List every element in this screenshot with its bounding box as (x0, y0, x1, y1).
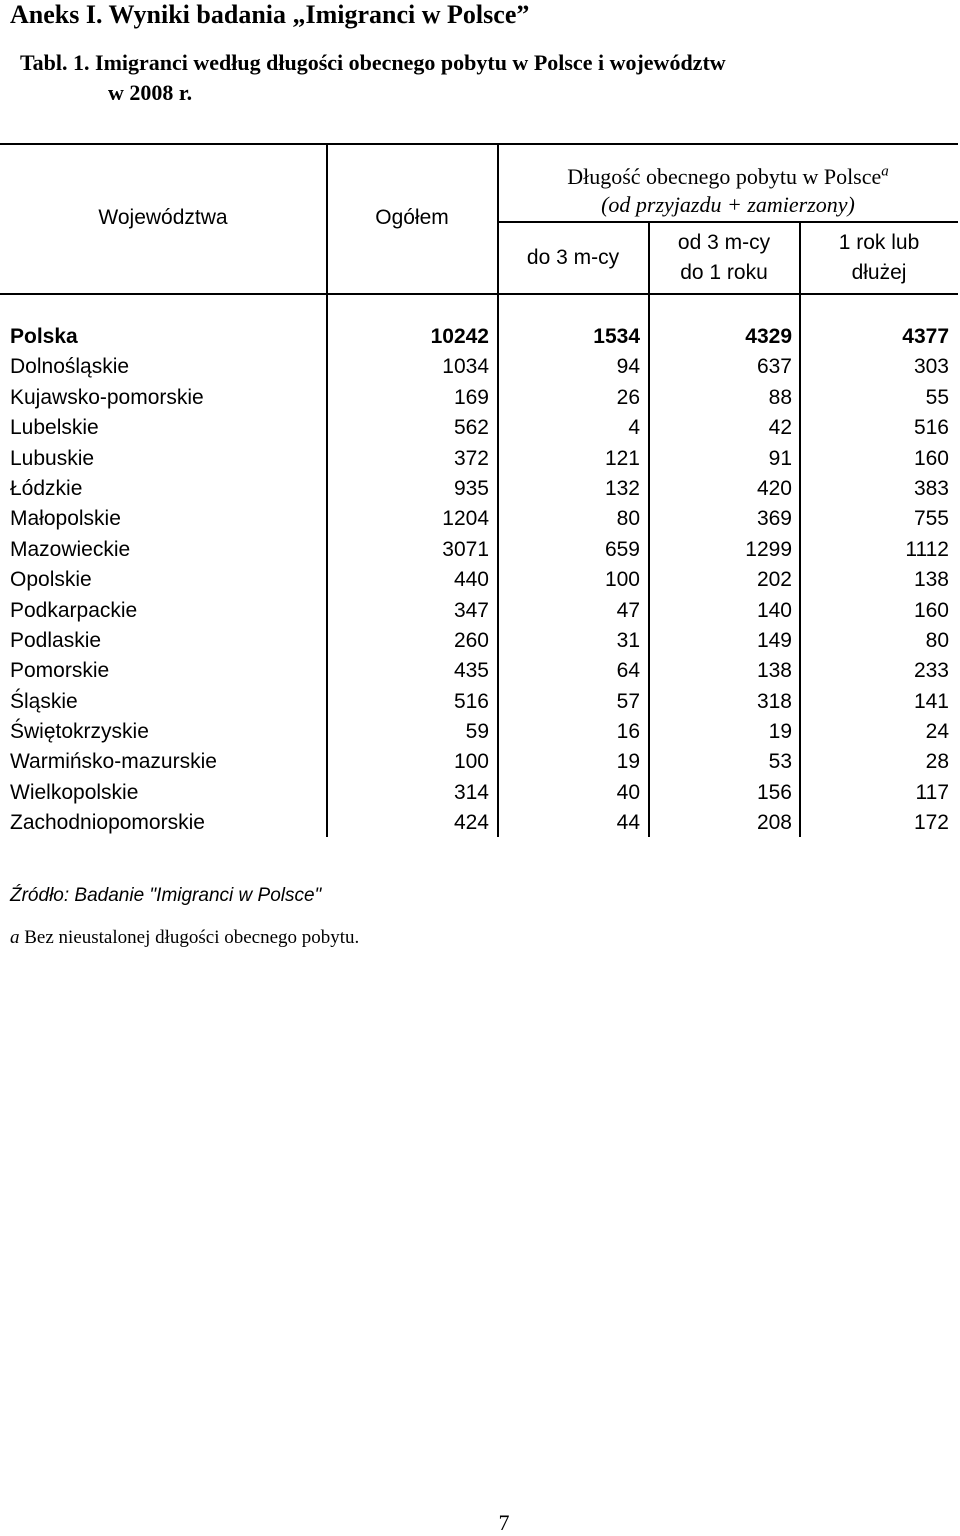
page-heading: Aneks I. Wyniki badania „Imigranci w Polsce” (10, 0, 530, 29)
col-c-cell: 516 (913, 416, 949, 440)
table-body (0, 322, 960, 839)
total-cell: 440 (453, 568, 489, 592)
region-name-cell: Świętokrzyskie (10, 720, 149, 744)
col-a-cell: 659 (604, 537, 640, 561)
table-caption-line1: Tabl. 1. Imigranci według długości obecnego pobytu w Polsce i województw (20, 50, 726, 75)
total-cell: 1034 (442, 355, 489, 379)
region-name-cell: Podkarpackie (10, 598, 138, 622)
header-col-b-line1: od 3 m-cy (677, 231, 771, 254)
col-c-cell: 233 (913, 659, 949, 683)
total-cell: 100 (453, 750, 489, 774)
col-c-cell: 117 (915, 780, 949, 804)
header-footnote-mark: a (881, 163, 889, 180)
header-region: Województwa (98, 206, 228, 229)
table-row (0, 383, 960, 413)
col-a-cell: 94 (616, 355, 640, 379)
region-name-cell: Zachodniopomorskie (10, 811, 205, 835)
region-name-cell: Małopolskie (10, 507, 121, 531)
col-c-cell: 24 (925, 720, 949, 744)
header-col-b-line2: do 1 roku (680, 261, 768, 284)
col-b-cell: 138 (756, 659, 792, 683)
col-b-cell: 88 (768, 385, 792, 409)
col-a-cell: 80 (616, 507, 640, 531)
footnote-a-text: Bez nieustalonej długości obecnego pobytu. (19, 927, 360, 948)
region-name-cell: Lubelskie (10, 416, 99, 440)
table-row (0, 717, 960, 747)
table-row (0, 413, 960, 443)
col-c-cell: 172 (913, 811, 949, 835)
table-row (0, 747, 960, 777)
col-c-cell: 1112 (905, 537, 949, 561)
col-b-cell: 91 (768, 446, 792, 470)
region-name-cell: Dolnośląskie (10, 355, 130, 379)
col-b-cell: 318 (756, 689, 792, 713)
total-cell: 59 (465, 720, 489, 744)
region-name-cell: Mazowieckie (10, 537, 131, 561)
table-row (0, 444, 960, 474)
group-header-rule (497, 221, 958, 223)
col-b-cell: 19 (768, 720, 792, 744)
total-cell: 169 (453, 385, 489, 409)
col-a-cell: 132 (604, 476, 640, 500)
region-name-cell: Lubuskie (10, 446, 95, 470)
source-footnote: Źródło: Badanie "Imigranci w Polsce" (10, 885, 322, 906)
col-a-cell: 40 (616, 780, 640, 804)
col-c-cell: 383 (913, 476, 949, 500)
col-c-cell: 28 (925, 750, 949, 774)
col-c-cell: 160 (913, 446, 949, 470)
header-group-title-text: Długość obecnego pobytu w Polsce (567, 164, 882, 189)
col-b-cell: 208 (756, 811, 792, 835)
col-b-cell: 42 (768, 416, 792, 440)
col-a-cell: 44 (616, 811, 640, 835)
header-col-c-line2: dłużej (851, 261, 907, 284)
col-a-cell: 26 (616, 385, 640, 409)
region-name-cell: Wielkopolskie (10, 780, 139, 804)
col-b-cell: 140 (756, 598, 792, 622)
total-cell: 260 (453, 628, 489, 652)
table-row (0, 322, 960, 352)
table-row (0, 808, 960, 838)
col-a-cell: 100 (604, 568, 640, 592)
table-row (0, 565, 960, 595)
col-b-cell: 156 (756, 780, 792, 804)
region-name-cell: Kujawsko-pomorskie (10, 385, 204, 409)
region-name-cell: Pomorskie (10, 659, 110, 683)
col-c-cell: 141 (913, 689, 949, 713)
col-a-cell: 16 (616, 720, 640, 744)
table-row (0, 626, 960, 656)
region-name-cell: Śląskie (10, 689, 78, 713)
total-cell: 1204 (442, 507, 489, 531)
total-cell: 314 (453, 780, 489, 804)
header-group-title (498, 163, 958, 191)
table-top-rule (0, 143, 958, 145)
total-cell: 347 (453, 598, 489, 622)
header-col-a: do 3 m-cy (526, 246, 620, 269)
total-cell: 3071 (442, 537, 489, 561)
col-a-cell: 4 (628, 416, 640, 440)
footnote-a (10, 926, 359, 950)
col-c-cell: 4377 (902, 325, 949, 348)
col-a-cell: 47 (616, 598, 640, 622)
region-name-cell: Polska (10, 325, 78, 348)
table-row (0, 596, 960, 626)
table-caption (20, 48, 920, 108)
table-row (0, 656, 960, 686)
table-row (0, 687, 960, 717)
region-name-cell: Opolskie (10, 568, 92, 592)
col-c-cell: 80 (925, 628, 949, 652)
total-cell: 516 (453, 689, 489, 713)
total-cell: 562 (453, 416, 489, 440)
header-total: Ogółem (375, 206, 449, 229)
total-cell: 10242 (430, 325, 489, 348)
region-name-cell: Podlaskie (10, 628, 102, 652)
region-name-cell: Warmińsko-mazurskie (10, 750, 217, 774)
col-c-cell: 755 (913, 507, 949, 531)
header-group-subtitle: (od przyjazdu + zamierzony) (601, 192, 855, 217)
col-b-cell: 369 (756, 507, 792, 531)
col-c-cell: 55 (925, 385, 949, 409)
total-cell: 424 (453, 811, 489, 835)
page-number: 7 (498, 1510, 510, 1535)
table-row (0, 352, 960, 382)
col-b-cell: 202 (756, 568, 792, 592)
col-c-cell: 303 (913, 355, 949, 379)
region-name-cell: Łódzkie (10, 476, 83, 500)
col-a-cell: 1534 (593, 325, 640, 348)
col-b-cell: 4329 (745, 325, 792, 348)
total-cell: 935 (453, 476, 489, 500)
col-a-cell: 19 (616, 750, 640, 774)
col-c-cell: 138 (913, 568, 949, 592)
col-a-cell: 64 (616, 659, 640, 683)
table-row (0, 474, 960, 504)
total-cell: 372 (453, 446, 489, 470)
table-row (0, 535, 960, 565)
header-bottom-rule (0, 293, 958, 295)
col-b-cell: 1299 (745, 537, 792, 561)
col-a-cell: 57 (616, 689, 640, 713)
col-b-cell: 420 (756, 476, 792, 500)
col-a-cell: 121 (604, 446, 640, 470)
col-b-cell: 149 (756, 628, 792, 652)
col-c-cell: 160 (913, 598, 949, 622)
table-row (0, 778, 960, 808)
table-row (0, 504, 960, 534)
col-b-cell: 637 (756, 355, 792, 379)
header-col-c-line1: 1 rok lub (838, 231, 920, 254)
col-a-cell: 31 (616, 628, 640, 652)
col-b-cell: 53 (768, 750, 792, 774)
total-cell: 435 (453, 659, 489, 683)
table-caption-line2: w 2008 r. (108, 80, 193, 105)
footnote-a-mark: a (10, 927, 20, 948)
